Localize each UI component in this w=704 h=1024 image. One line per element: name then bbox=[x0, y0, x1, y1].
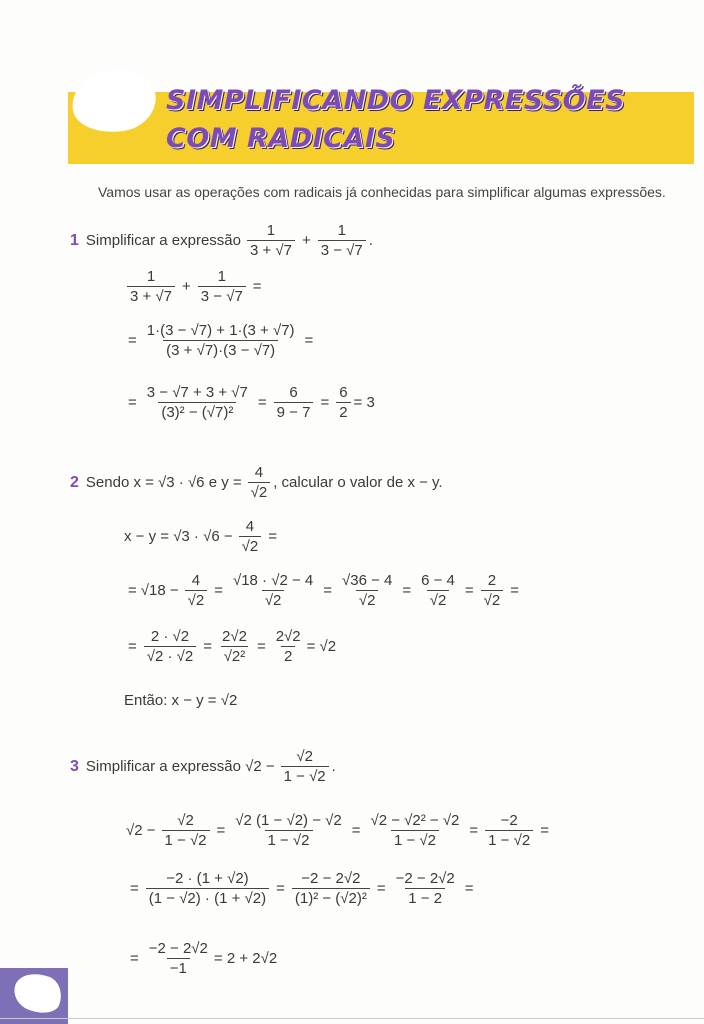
equals-sign: = bbox=[351, 822, 361, 839]
problem-1-step-1 bbox=[124, 268, 266, 305]
equals-sign: = bbox=[510, 582, 520, 599]
equals-sign: = bbox=[214, 582, 223, 599]
denominator: 1 − √2 bbox=[391, 830, 439, 849]
statement-text: Simplificar a expressão √2 − bbox=[85, 758, 275, 775]
fraction bbox=[247, 222, 295, 259]
numerator: −2 − 2√2 bbox=[301, 870, 361, 887]
fraction bbox=[485, 812, 533, 849]
numerator: √2 (1 − √2) − √2 bbox=[235, 812, 342, 829]
denominator: (1)² − (√2)² bbox=[292, 888, 370, 907]
fraction bbox=[281, 748, 329, 785]
numerator: −2 bbox=[500, 812, 518, 829]
equals-sign: = bbox=[130, 950, 139, 967]
equals-sign: = bbox=[402, 582, 412, 599]
fraction bbox=[162, 812, 210, 849]
denominator: √2 bbox=[262, 590, 285, 609]
numerator: 6 − 4 bbox=[421, 572, 455, 589]
denominator: 2 bbox=[281, 646, 295, 665]
expression: x − y = √3 · √6 − bbox=[124, 528, 233, 545]
numerator: √18 · √2 − 4 bbox=[232, 572, 314, 589]
denominator: 3 + √7 bbox=[247, 240, 295, 259]
denominator: 9 − 7 bbox=[274, 402, 314, 421]
numerator: 1 bbox=[146, 268, 156, 285]
denominator: √2 bbox=[239, 536, 262, 555]
denominator: √2² bbox=[221, 646, 249, 665]
equals-sign: = bbox=[203, 638, 213, 655]
numerator: √2 bbox=[177, 812, 194, 829]
numerator: 3 − √7 + 3 + √7 bbox=[146, 384, 248, 401]
statement-tail: , calcular o valor de x − y. bbox=[273, 474, 443, 491]
numerator: −2 − 2√2 bbox=[148, 940, 208, 957]
fraction bbox=[146, 940, 211, 977]
numerator: 2 · √2 bbox=[150, 628, 190, 645]
equals-sign: = bbox=[128, 332, 137, 349]
period: . bbox=[331, 758, 336, 775]
fraction bbox=[219, 628, 250, 665]
fraction bbox=[230, 572, 316, 609]
equals-sign: = bbox=[128, 638, 137, 655]
result: = 3 bbox=[353, 394, 375, 411]
equals-sign: = bbox=[128, 394, 137, 411]
problem-1-statement bbox=[70, 222, 376, 259]
problem-number: 2 bbox=[70, 473, 79, 491]
fraction bbox=[418, 572, 458, 609]
title-line-1: SIMPLIFICANDO EXPRESSÕES bbox=[166, 85, 626, 116]
plus-sign: + bbox=[301, 232, 311, 249]
fraction bbox=[127, 268, 175, 305]
fraction bbox=[232, 812, 344, 849]
equals-sign: = bbox=[469, 822, 479, 839]
period: . bbox=[368, 232, 373, 249]
numerator: √36 − 4 bbox=[342, 572, 393, 589]
denominator: √2 bbox=[185, 590, 208, 609]
numerator: 1 bbox=[217, 268, 226, 285]
fraction bbox=[144, 628, 196, 665]
problem-2-statement bbox=[70, 464, 446, 501]
denominator: 2 bbox=[336, 402, 350, 421]
denominator: √2 bbox=[427, 590, 450, 609]
denominator: 1 − √2 bbox=[281, 766, 329, 785]
denominator: √2 · √2 bbox=[144, 646, 196, 665]
denominator: 3 + √7 bbox=[127, 286, 175, 305]
problem-3-step-1 bbox=[126, 812, 553, 849]
problem-3-step-2 bbox=[126, 870, 478, 907]
fraction bbox=[273, 628, 304, 665]
numerator: √2 bbox=[296, 748, 313, 765]
equals-sign: = bbox=[323, 582, 332, 599]
denominator: √2 bbox=[248, 482, 271, 501]
numerator: −2 − 2√2 bbox=[395, 870, 455, 887]
denominator: 1 − √2 bbox=[162, 830, 210, 849]
denominator: 1 − 2 bbox=[405, 888, 445, 907]
equals-sign: = bbox=[464, 880, 474, 897]
problem-number: 1 bbox=[70, 231, 79, 249]
numerator: 1 bbox=[266, 222, 276, 239]
fraction bbox=[274, 384, 314, 421]
denominator: (3)² − (√7)² bbox=[158, 402, 236, 421]
equals-sign: = bbox=[216, 822, 226, 839]
fraction bbox=[292, 870, 370, 907]
numerator: 1 bbox=[337, 222, 346, 239]
problem-2-step-3 bbox=[124, 628, 339, 665]
equals-sign: = bbox=[128, 582, 137, 599]
denominator: 1 − √2 bbox=[265, 830, 313, 849]
denominator: 3 − √7 bbox=[318, 240, 366, 259]
numerator: 4 bbox=[245, 518, 255, 535]
equals-sign: = bbox=[320, 394, 330, 411]
numerator: 4 bbox=[254, 464, 264, 481]
page-edge-divider bbox=[0, 1018, 704, 1019]
numerator: 2√2 bbox=[222, 628, 247, 645]
equals-sign: = bbox=[276, 880, 285, 897]
problem-2-conclusion bbox=[124, 692, 240, 709]
problem-number: 3 bbox=[70, 757, 79, 775]
statement-text: Simplificar a expressão bbox=[85, 232, 241, 249]
equals-sign: = bbox=[304, 332, 314, 349]
page-title bbox=[166, 82, 625, 158]
denominator: 3 − √7 bbox=[198, 286, 246, 305]
denominator: √2 bbox=[481, 590, 504, 609]
numerator: 6 bbox=[289, 384, 298, 401]
equals-sign: = bbox=[540, 822, 549, 839]
numerator: 6 bbox=[339, 384, 348, 401]
numerator: 1·(3 − √7) + 1·(3 + √7) bbox=[146, 322, 295, 339]
problem-1-step-3 bbox=[124, 384, 378, 421]
problem-3-statement bbox=[70, 748, 339, 785]
fraction bbox=[185, 572, 208, 609]
result: = √2 bbox=[306, 638, 337, 655]
result: = 2 + 2√2 bbox=[213, 950, 278, 967]
fraction bbox=[367, 812, 462, 849]
fraction bbox=[318, 222, 366, 259]
numerator: 4 bbox=[191, 572, 201, 589]
denominator: (3 + √7)·(3 − √7) bbox=[163, 340, 278, 359]
numerator: 2 bbox=[487, 572, 497, 589]
plus-sign: + bbox=[182, 278, 191, 295]
fraction bbox=[146, 870, 269, 907]
numerator: −2 · (1 + √2) bbox=[166, 870, 249, 887]
equals-sign: = bbox=[268, 528, 277, 545]
problem-2-step-2 bbox=[124, 572, 523, 609]
fraction bbox=[239, 518, 262, 555]
expression: √18 − bbox=[140, 582, 179, 599]
fraction bbox=[393, 870, 458, 907]
equals-sign: = bbox=[130, 880, 139, 897]
fraction bbox=[144, 384, 251, 421]
equals-sign: = bbox=[376, 880, 386, 897]
fraction bbox=[336, 384, 350, 421]
intro-text: Vamos usar as operações com radicais já conhecidas para simplificar algumas expressões. bbox=[98, 184, 666, 200]
fraction bbox=[481, 572, 504, 609]
fraction bbox=[144, 322, 298, 359]
fraction bbox=[248, 464, 271, 501]
title-line-2: COM RADICAIS bbox=[166, 123, 396, 154]
denominator: −1 bbox=[167, 958, 190, 977]
denominator: (1 − √2) · (1 + √2) bbox=[146, 888, 269, 907]
denominator: √2 bbox=[356, 590, 379, 609]
statement-text: Sendo x = √3 · √6 e y = bbox=[85, 474, 242, 491]
denominator: 1 − √2 bbox=[485, 830, 533, 849]
problem-2-step-1 bbox=[124, 518, 281, 555]
numerator: √2 − √2² − √2 bbox=[370, 812, 460, 829]
expression: √2 − bbox=[126, 822, 156, 839]
equals-sign: = bbox=[256, 638, 266, 655]
equals-sign: = bbox=[252, 278, 262, 295]
equals-sign: = bbox=[257, 394, 267, 411]
fraction bbox=[339, 572, 395, 609]
problem-3-step-3 bbox=[126, 940, 280, 977]
fraction bbox=[198, 268, 246, 305]
equals-sign: = bbox=[464, 582, 474, 599]
problem-1-step-2 bbox=[124, 322, 317, 359]
conclusion-text: Então: x − y = √2 bbox=[124, 692, 238, 709]
numerator: 2√2 bbox=[275, 628, 301, 645]
